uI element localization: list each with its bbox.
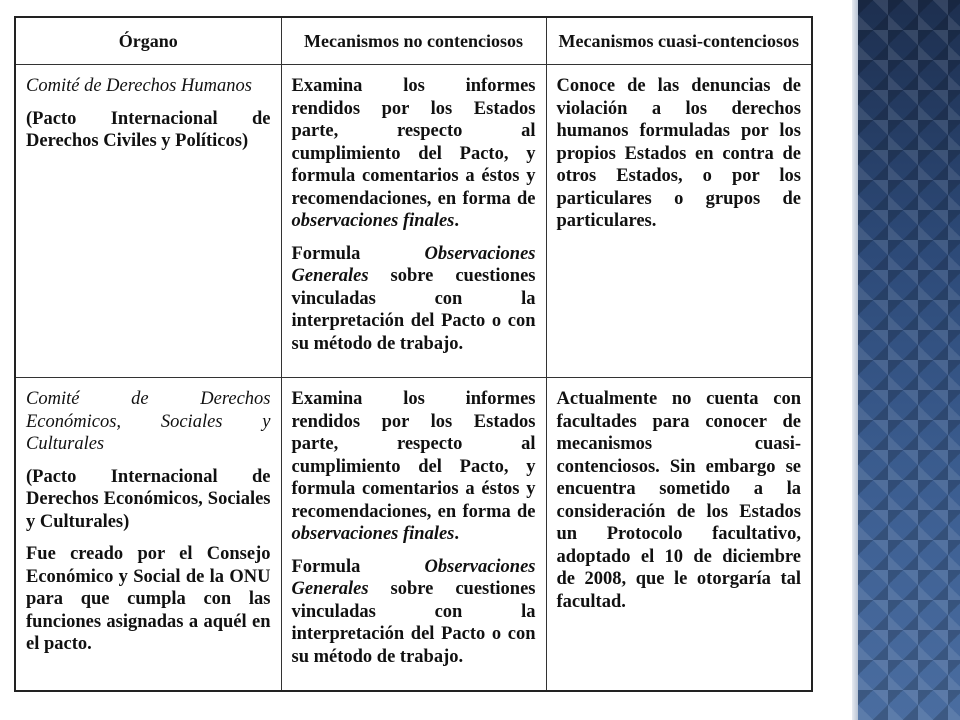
table-row [15,65,812,378]
header-organo: Órgano [15,17,281,65]
mechanism-text: Formula [291,243,361,264]
header-no-contenciosos: Mecanismos no contenciosos [281,17,546,65]
mechanism-italic-term: Observaciones Generales [291,556,536,599]
mechanism-text: Examina los informes rendidos por los Estados parte, respecto al cumplimiento del Pacto, y formula comentarios a éstos y recomendaciones, en forma de [291,389,536,522]
mechanism-paragraph [292,75,536,233]
table-row [15,378,812,692]
mechanism-text: Examina los informes rendidos por los Estados parte, respecto al cumplimiento del Pacto, y formula comentarios a éstos y recomendaciones, en forma de [291,76,536,209]
mechanism-text-end: . [454,524,460,544]
cuasi-contenciosos-cell [546,65,812,378]
organo-cell [15,378,281,692]
mechanism-paragraph [292,556,536,669]
organ-name: Comité de Derechos Económicos, Sociales y Culturales [26,389,271,454]
cuasi-text: Actualmente no cuenta con facultades para conocer de mecanismos cuasi-contenciosos. Sin embargo se encuentra sometido a la consideración de los Estados un Protocolo facultativo, adoptado el 10 de diciembre de 2008, que le otorgaría tal facultad. [556,389,801,612]
mechanism-paragraph [292,243,536,356]
no-contenciosos-cell [281,378,546,692]
mechanisms-table [14,16,813,692]
mechanism-text-end: . [454,211,460,231]
decorative-side-panel [858,0,960,720]
mechanism-text: Formula [291,556,361,577]
mechanism-text: sobre cuestiones vinculadas con la interpretación del Pacto o con su método de trabajo. [291,266,536,354]
cuasi-text: Conoce de las denuncias de violación a los derechos humanos formuladas por los propios Estados en contra de otros Estados, o por los particulares o grupos de particulares. [556,76,801,231]
header-cuasi-contenciosos: Mecanismos cuasi-contenciosos [546,17,812,65]
mechanism-paragraph [292,388,536,546]
no-contenciosos-cell [281,65,546,378]
mechanism-italic-term: Observaciones Generales [291,243,536,286]
organ-instrument: (Pacto Internacional de Derechos Civiles y Políticos) [26,108,271,151]
cuasi-contenciosos-cell [546,378,812,692]
organo-cell [15,65,281,378]
organ-name: Comité de Derechos Humanos [26,76,252,96]
mechanism-italic-term: observaciones finales [291,211,455,231]
table-header-row [15,17,812,65]
mechanism-text: sobre cuestiones vinculadas con la interpretación del Pacto o con su método de trabajo. [291,579,536,667]
organ-note: Fue creado por el Consejo Económico y Social de la ONU para que cumpla con las funciones asignadas a aquél en el pacto. [26,544,271,654]
organ-instrument: (Pacto Internacional de Derechos Económicos, Sociales y Culturales) [26,466,271,532]
mechanism-italic-term: observaciones finales [291,524,455,544]
